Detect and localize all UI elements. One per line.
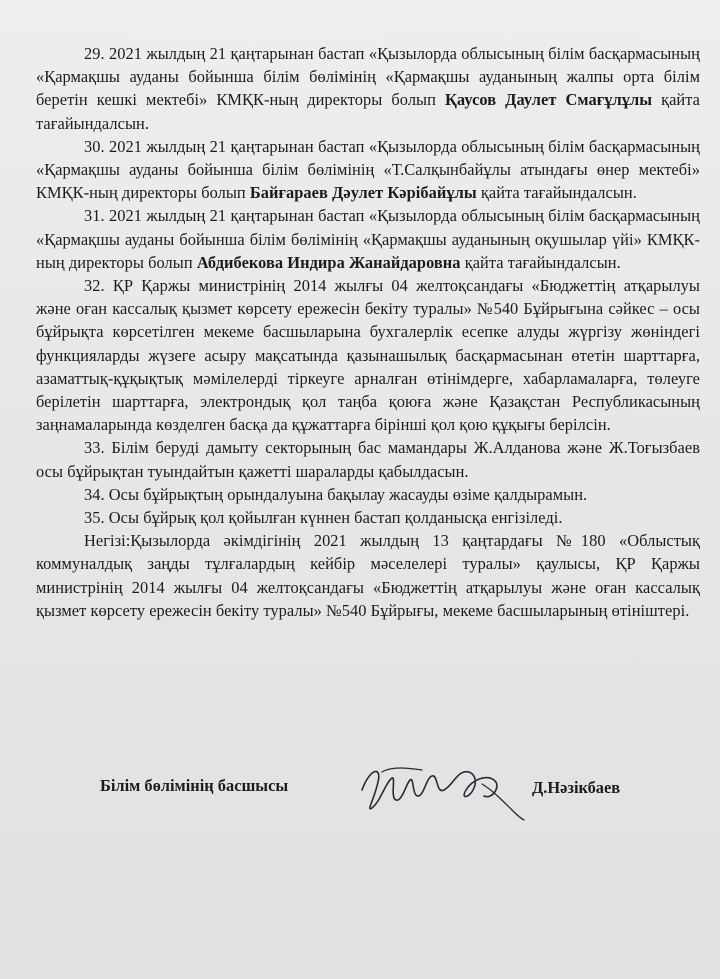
paragraph-30-end: қайта тағайындалсын.: [476, 183, 637, 203]
paragraph-32: [36, 274, 700, 436]
signature-block: [0, 772, 720, 832]
paragraph-29-end: қайта тағайындалсын.: [36, 90, 700, 133]
paragraph-35: [36, 506, 700, 529]
basis-paragraph: [36, 529, 700, 622]
paragraph-33: [36, 436, 700, 482]
basis-text: Негізі:Қызылорда әкімдігінің 2021 жылдың 13 қаңтардағы №180 «Облыстық коммуналдық заңды тұлғалардың кейбір мәселелері туралы» қаулысы, ҚР Қаржы министрінің 2014 жылғы 04 желтоқсандағы «Бюджеттің атқарылуы және оған кассалық қызмет көрсету ережесін бекіту туралы» №540 Бұйрығы, мекеме басшыларының өтініштері.: [36, 531, 700, 620]
paragraph-31-text: 31. 2021 жылдың 21 қаңтарынан бастап «Қызылорда облысының білім басқармасының «Қармақшы ауданы бойынша білім бөлімінің «Қармақшы ауданының оқушылар үйі» КМҚК-ның директоры болып: [36, 206, 700, 272]
paragraph-31: [36, 204, 700, 274]
signatory-title: Білім бөлімінің басшысы: [100, 776, 289, 795]
appointee-name-31: Абдибекова Индира Жанайдаровна: [196, 252, 461, 272]
handwritten-signature: [352, 760, 532, 830]
paragraph-35-text: 35. Осы бұйрық қол қойылған күннен бастап қолданысқа енгізіледі.: [84, 508, 563, 528]
paragraph-34-text: 34. Осы бұйрықтың орындалуына бақылау жасауды өзіме қалдырамын.: [84, 484, 588, 504]
paragraph-29-text: 29. 2021 жылдың 21 қаңтарынан бастап «Қызылорда облысының білім басқармасының «Қармақшы ауданы бойынша білім бөлімінің «Қармақшы ауданының жалпы орта білім беретін кешкі мектебі» КМҚК-ның директоры болып: [36, 44, 700, 110]
paragraph-34: [36, 483, 700, 506]
signatory-name: Д.Нәзікбаев: [532, 778, 621, 797]
paragraph-30-text: 30. 2021 жылдың 21 қаңтарынан бастап «Қызылорда облысының білім басқармасының «Қармақшы ауданы бойынша білім бөлімінің «Т.Салқынбайұлы атындағы өнер мектебі» КМҚК-ның директоры болып: [36, 136, 700, 203]
document-body: [36, 42, 700, 622]
paragraph-31-end: қайта тағайындалсын.: [460, 252, 621, 272]
paragraph-29: [36, 42, 700, 135]
appointee-name-29: Қаусов Даулет Смағұлұлы: [444, 90, 653, 110]
paragraph-32-text: 32. ҚР Қаржы министрінің 2014 жылғы 04 желтоқсандағы «Бюджеттің атқарылуы және оған кассалық қызмет көрсету ережесін бекіту туралы» №540 Бұйрығына сәйкес – осы бұйрықта көрсетілген мекеме басшыларына бухгалерлік есепке алуды жүргізу жөніндегі функцияларды жүзеге асыру мақсатында қазынашылық басқармасынан өтетін шарттарға, азаматтық-құқықтық мәмілелерді тіркеуге арналған өтінімдерге, хабарламаларға, төлеуге берілетін шарттарға, электрондық қол таңба қоюға және Қазақстан Республикасының заңнамаларында көзделген басқа да құжаттарға бірінші қол қою құқығы берілсін.: [36, 276, 700, 435]
paragraph-33-text: 33. Білім беруді дамыту секторының бас мамандары Ж.Алданова және Ж.Тоғызбаев осы бұйрықтан туындайтын қажетті шараларды қабылдасын.: [36, 438, 700, 481]
paragraph-30: [36, 135, 700, 205]
appointee-name-30: Байғараев Дәулет Кәрібайұлы: [249, 183, 477, 203]
